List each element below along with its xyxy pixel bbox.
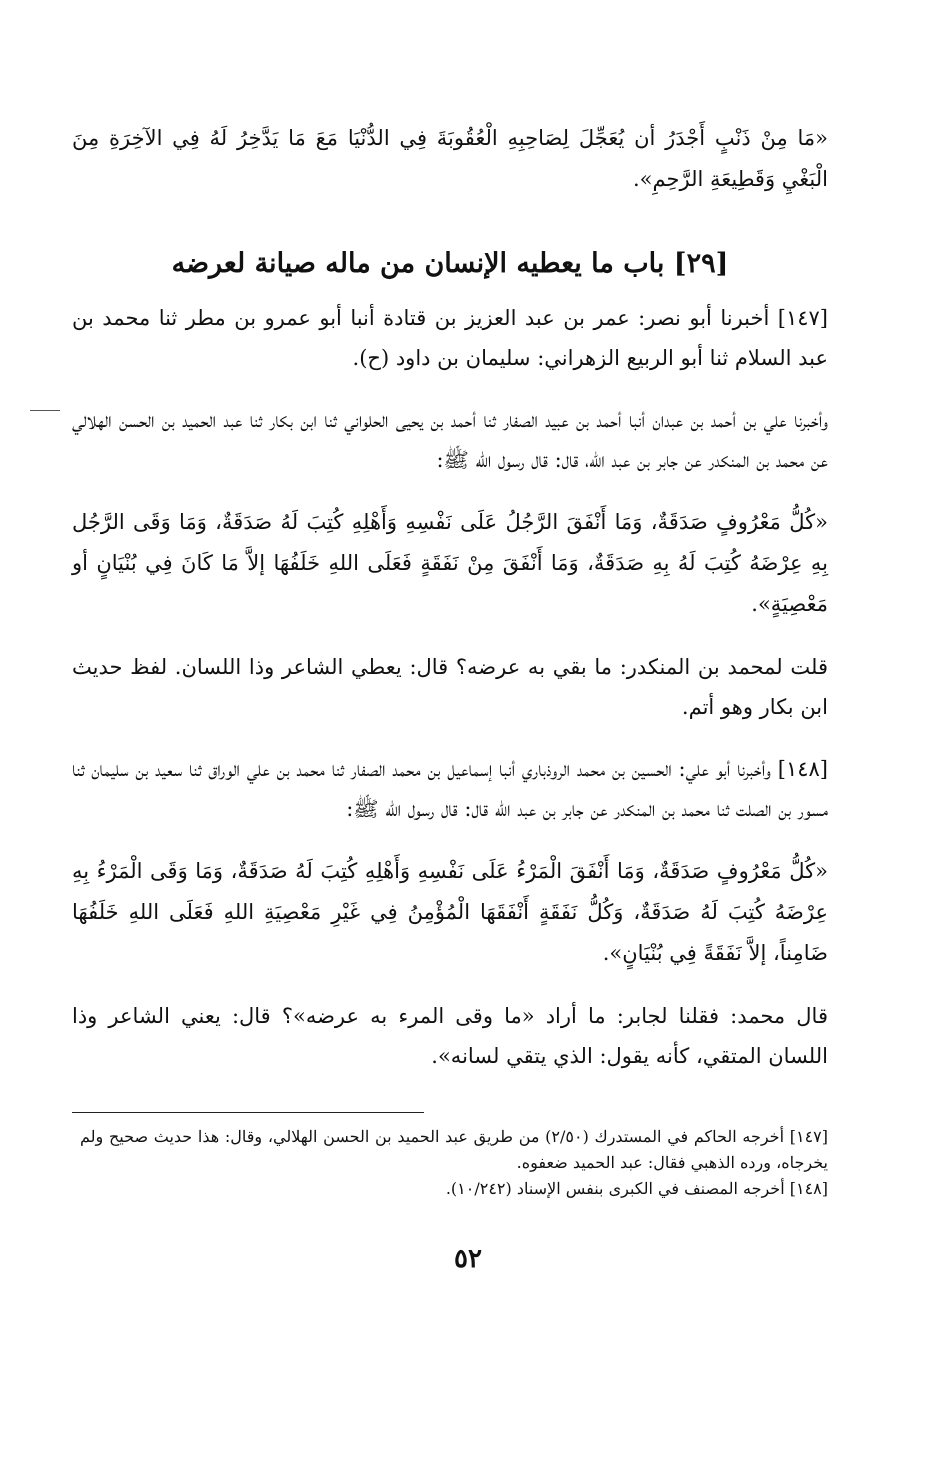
margin-mark — [30, 410, 60, 413]
paragraph-147-note: قلت لمحمد بن المنكدر: ما بقي به عرضه؟ قال: يعطي الشاعر وذا اللسان. لفظ حديث ابن بكار وهو أتم. — [72, 655, 828, 719]
opening-hadith: «مَا مِنْ ذَنْبٍ أَجْدَرُ أن يُعَجِّلَ لِصَاحِبِهِ الْعُقُوبَةَ فِي الدُّنْيَا مَعَ مَا يَدَّخِرُ لَهُ فِي الآخِرَةِ مِنَ الْبَغْيِ وَقَطِيعَةِ الرَّحِمِ». — [72, 126, 828, 191]
paragraph-147-chain: [١٤٧] أخبرنا أبو نصر: عمر بن عبد العزيز بن قتادة أنبا أبو عمرو بن مطر ثنا محمد بن عبد السلام ثنا أبو الربيع الزهراني: سليمان بن داود (ح). — [72, 306, 828, 370]
paragraph-147-chain-2: وأخبرنا علي بن أحمد بن عبدان أنبا أحمد بن عبيد الصفار ثنا أحمد بن يحيى الحلواني ثنا ابن بكار ثنا عبد الحميد بن الحسن الهلالي عن محمد بن المنكدر عن جابر بن عبد الله، قال: قال رسول الله ﷺ: — [72, 408, 828, 472]
page-body — [72, 118, 828, 1076]
footnote-147: [١٤٧] أخرجه الحاكم في المستدرك (٢/٥٠) من طريق عبد الحميد بن الحسن الهلالي، وقال: هذا حديث صحيح ولم يخرجاه، ورده الذهبي فقال: عبد الحميد ضعفوه. — [80, 1127, 828, 1172]
footnotes — [80, 1124, 828, 1202]
hadith-148: «كُلُّ مَعْرُوفٍ صَدَقَةٌ، وَمَا أَنْفَقَ الْمَرْءُ عَلَى نَفْسِهِ وَأَهْلِهِ كُتِبَ لَهُ صَدَقَةٌ، وَمَا وَقَى الْمَرْءُ بِهِ عِرْضَهُ كُتِبَ لَهُ صَدَقَةٌ، وَكُلُّ نَفَقَةٍ أَنْفَقَهَا الْمُؤْمِنُ فِي غَيْرِ مَعْصِيَةِ اللهِ فَعَلَى اللهِ خَلَفُهَا ضَامِناً، إلاَّ نَفَقَةً فِي بُنْيَانٍ». — [72, 859, 828, 965]
hadith-147: «كُلُّ مَعْرُوفٍ صَدَقَةٌ، وَمَا أَنْفَقَ الرَّجُلُ عَلَى نَفْسِهِ وَأَهْلِهِ كُتِبَ لَهُ صَدَقَةٌ، وَمَا وَقَى الرَّجُل بِهِ عِرْضَهُ كُتِبَ لَهُ بِهِ صَدَقَةٌ، وَمَا أَنْفَقَ مِنْ نَفَقَةٍ فَعَلَى اللهِ خَلَفُهَا إلاَّ مَا كَانَ فِي بُنْيَانٍ أو مَعْصِيَةٍ». — [72, 510, 828, 616]
paragraph-148-note: قال محمد: فقلنا لجابر: ما أراد «ما وقى المرء به عرضه»؟ قال: يعني الشاعر وذا اللسان المتقي، كأنه يقول: الذي يتقي لسانه». — [72, 1004, 828, 1068]
footnote-148: [١٤٨] أخرجه المصنف في الكبرى بنفس الإسناد (١٠/٢٤٢). — [445, 1179, 828, 1198]
chapter-heading: [٢٩] باب ما يعطيه الإنسان من ماله صيانة لعرضه — [171, 248, 729, 279]
footnote-divider — [72, 1112, 424, 1113]
paragraph-148-chain: [١٤٨] وأخبرنا أبو علي: الحسين بن محمد الروذباري أنبا إسماعيل بن محمد الصفار ثنا محمد بن علي الوراق ثنا سعيد بن سليمان ثنا مسور بن الصلت ثنا محمد بن المنكدر عن جابر بن عبد الله قال: قال رسول الله ﷺ: — [72, 757, 828, 821]
page-number: ٥٢ — [454, 1244, 482, 1274]
